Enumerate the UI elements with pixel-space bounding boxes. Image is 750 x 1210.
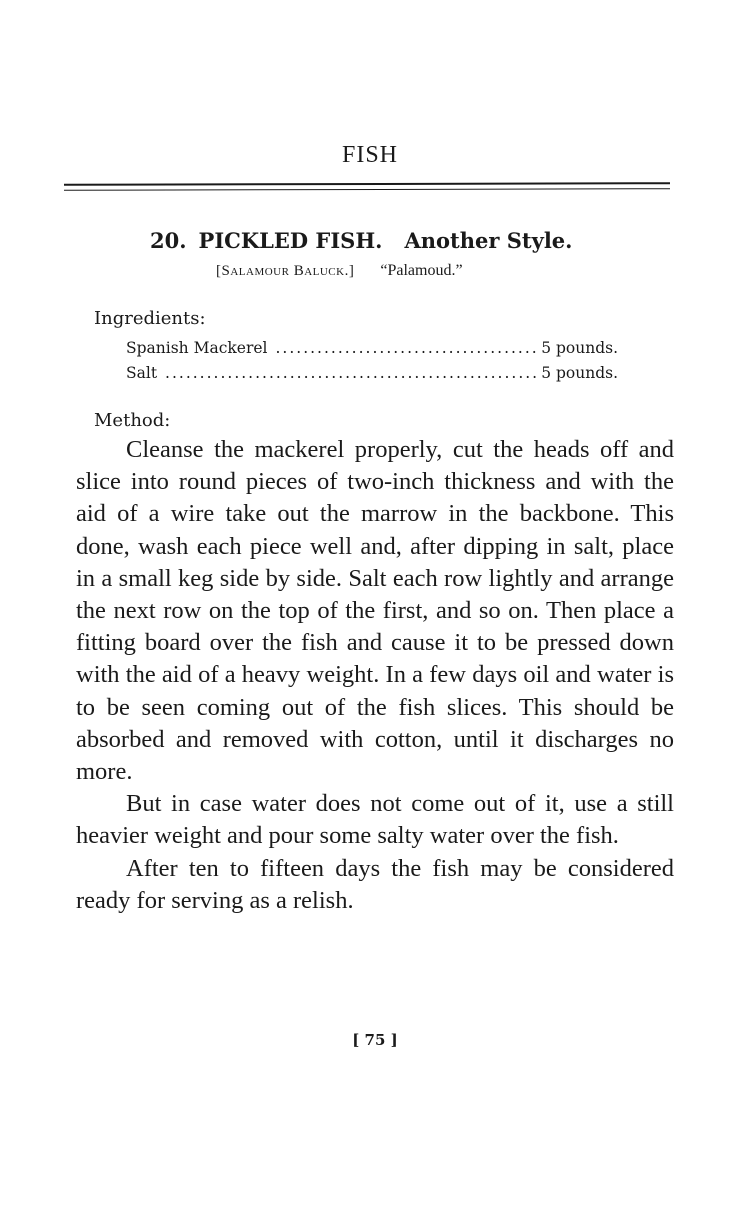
ingredient-quantity: 5 pounds. — [541, 339, 618, 357]
header-rule-thick — [64, 182, 670, 186]
ingredient-name: Spanish Mackerel — [126, 339, 268, 357]
header-rule-thin — [64, 188, 670, 191]
method-paragraph: After ten to fifteen days the fish may be considered ready for serving as a relish. — [76, 854, 674, 914]
recipe-style: Another Style. — [404, 228, 573, 253]
ingredients-label: Ingredients: — [94, 308, 206, 329]
ingredient-row — [126, 364, 618, 382]
method-paragraph: Cleanse the mackerel properly, cut the heads off and slice into round pieces of two-inch thickness and with the aid of a wire take out the marrow in the backbone. This done, wash each piece well and, after dipping in salt, place in a small keg side by side. Salt each row lightly and arrange the next row on the top of the first, and so on. Then place a fitting board over the fish and cause it to be pressed down with the aid of a heavy weight. In a few days oil and water is to be seen coming out of the fish slices. This should be absorbed and removed with cotton, until it discharges no more. — [76, 436, 674, 786]
recipe-native-name: [Salamour Baluck.] — [216, 263, 355, 279]
dot-leader — [275, 339, 537, 357]
ingredient-quantity: 5 pounds. — [541, 364, 618, 382]
recipe-subtitle-line — [216, 262, 463, 280]
method-text — [76, 434, 674, 917]
method-paragraph: But in case water does not come out of it, use a still heavier weight and pour some salty water over the fish. — [76, 790, 674, 850]
method-label: Method: — [94, 410, 171, 431]
page-number: [ 75 ] — [352, 1031, 398, 1049]
recipe-title: PICKLED FISH. — [198, 228, 383, 253]
dot-leader — [165, 364, 537, 382]
recipe-alt-name: “Palamoud.” — [380, 262, 463, 279]
recipe-title-line — [150, 228, 670, 253]
ingredient-row — [126, 339, 618, 357]
running-head: FISH — [341, 142, 399, 168]
ingredient-name: Salt — [126, 364, 158, 382]
recipe-number: 20. — [150, 228, 187, 253]
